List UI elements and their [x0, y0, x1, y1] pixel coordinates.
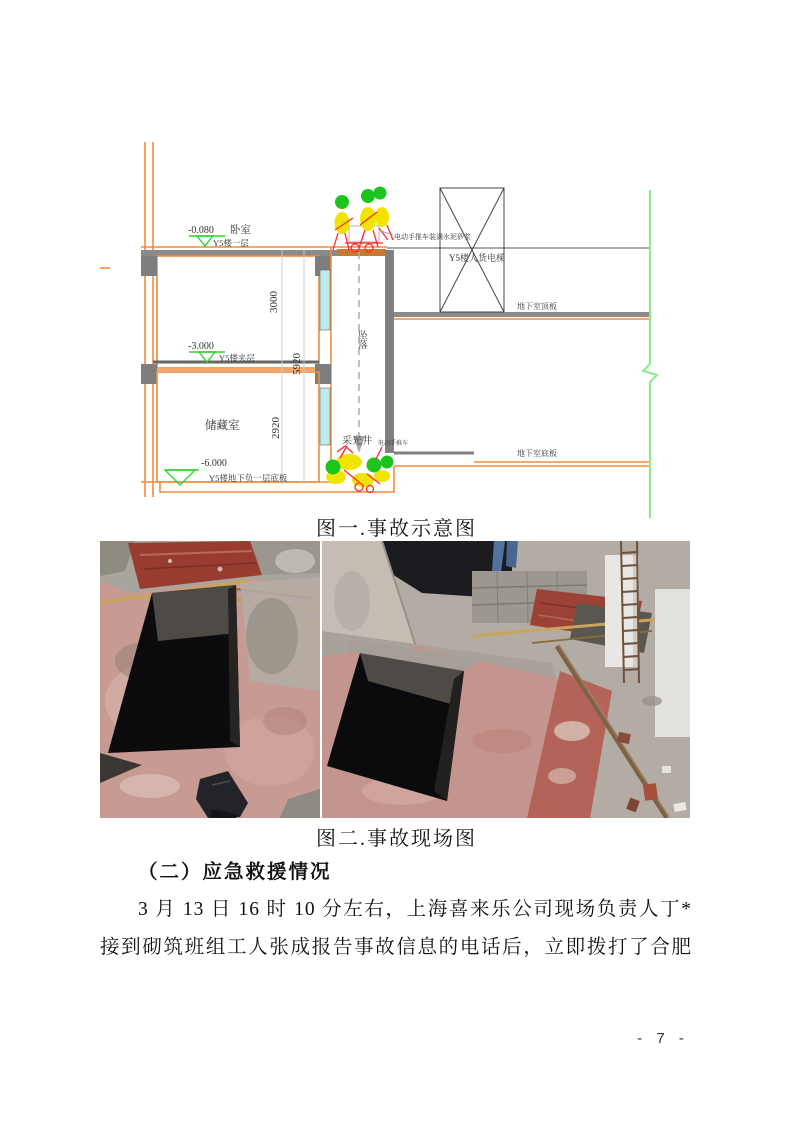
window-strip [320, 388, 330, 445]
section-heading: （二）应急救援情况 [138, 862, 332, 883]
level3-name: Y5楼地下负一层底板 [209, 473, 288, 483]
white-column [655, 589, 690, 737]
level2-name: Y5楼夹层 [219, 353, 255, 363]
window-strip [320, 270, 330, 330]
dimension-3000: 3000 [268, 291, 280, 313]
bedroom-label: 卧室 [230, 225, 251, 236]
level1-name: Y5楼一层 [213, 238, 249, 248]
figure2-caption: 图二.事故现场图 [316, 828, 477, 850]
level2-elevation: -3.000 [188, 341, 214, 352]
site-photo-left [100, 541, 320, 818]
basement-structure [385, 248, 650, 453]
paragraph-line-1: 3 月 13 日 16 时 10 分左右，上海喜来乐公司现场负责人丁* [138, 899, 692, 920]
storage-room-label: 储藏室 [205, 420, 240, 432]
fall-arrow [353, 252, 365, 453]
figure1-accident-diagram [97, 140, 697, 530]
workers-with-cart [333, 187, 393, 253]
elevator-shaft-symbol [440, 188, 504, 312]
cart-full-label: 电动手推车装满水泥砂浆 [394, 233, 471, 241]
boundary-line [643, 190, 657, 518]
basement-floor-label: 地下室底板 [517, 449, 557, 458]
cart-small-label: 电动手推车 [378, 441, 409, 447]
figure1-caption: 图一.事故示意图 [316, 518, 477, 540]
basement-roof-label: 地下室顶板 [517, 302, 557, 311]
dimension-2920: 2920 [270, 417, 282, 439]
figure2-photos [100, 541, 690, 818]
level3-elevation: -6.000 [201, 458, 227, 469]
page-number: - 7 - [637, 1030, 689, 1047]
fall-label: 坠落 [356, 330, 366, 349]
level1-elevation: -0.080 [188, 225, 214, 236]
dimension-5920: 5920 [291, 353, 303, 375]
site-photo-right [322, 541, 690, 818]
light-well-label: 采光井 [342, 436, 372, 447]
elevator-label: Y5楼人货电梯 [449, 253, 505, 263]
fallen-worker-and-cart [326, 446, 394, 493]
paragraph-line-2: 接到砌筑班组工人张成报告事故信息的电话后，立即拨打了合肥 [100, 937, 692, 958]
